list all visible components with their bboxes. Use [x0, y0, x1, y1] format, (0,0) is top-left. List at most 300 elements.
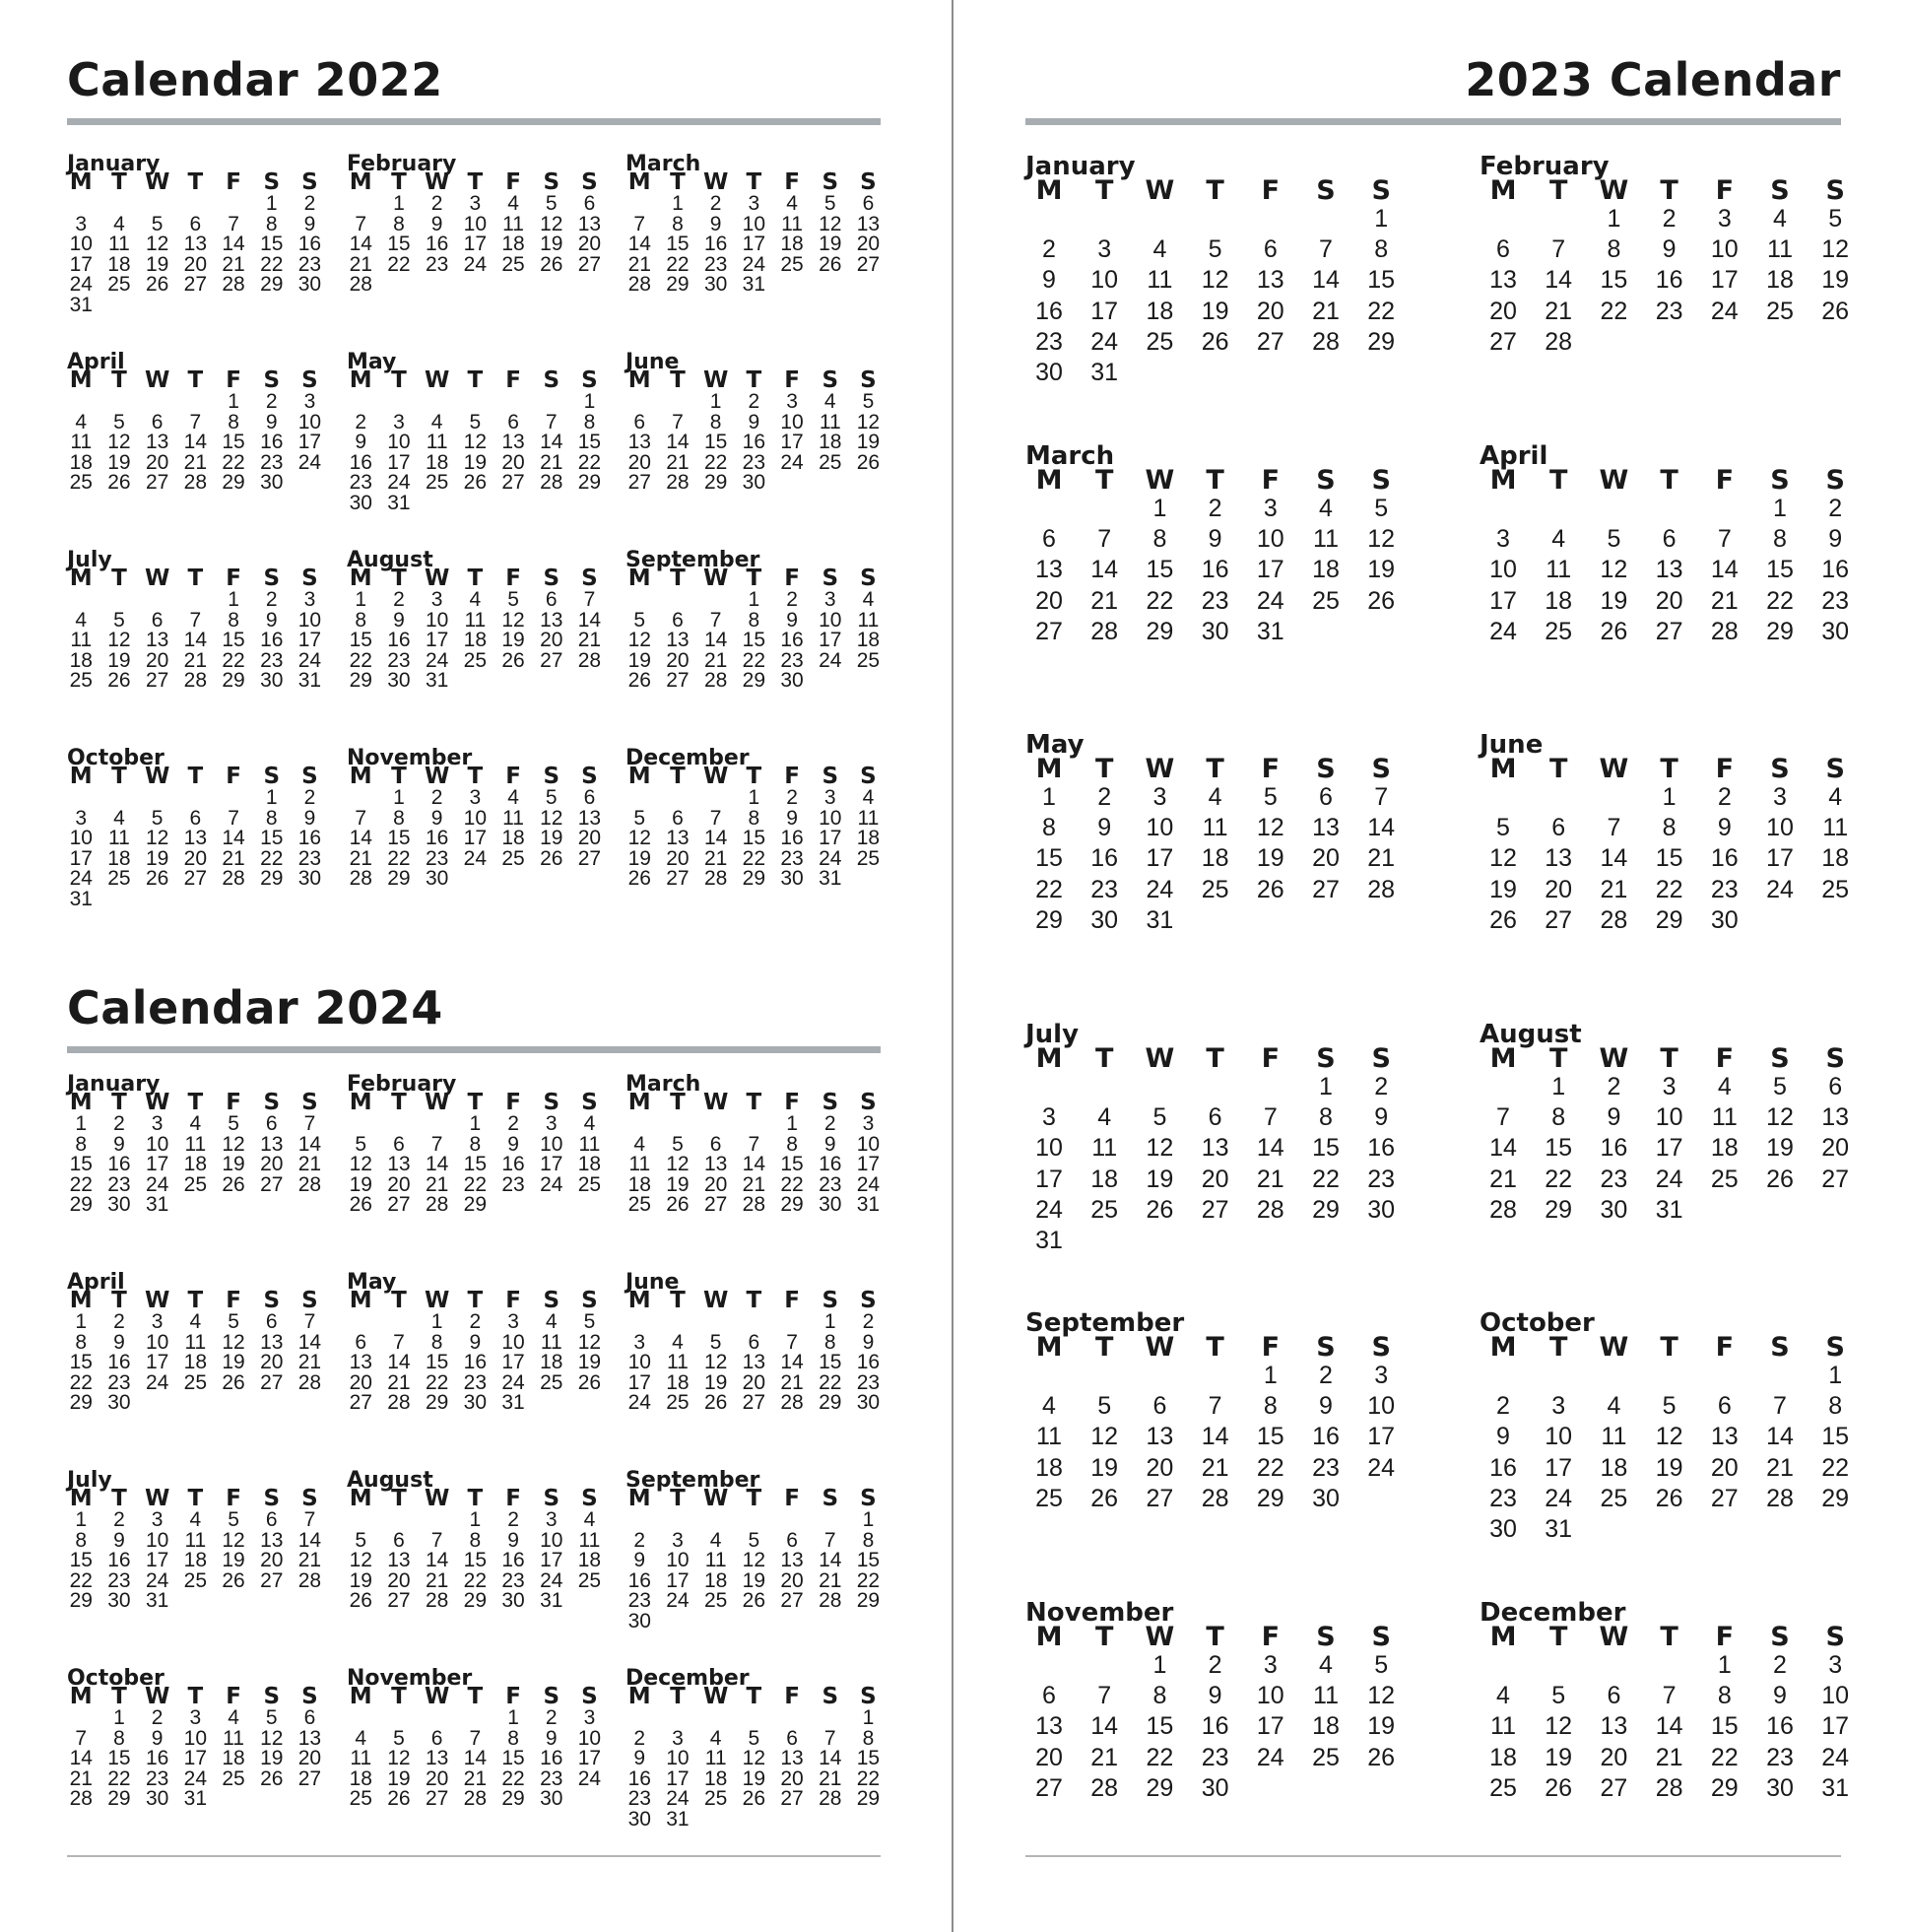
- weekday-header: F: [226, 1288, 241, 1313]
- day-cell: 21: [349, 846, 372, 870]
- day-cell: 15: [222, 629, 245, 652]
- day-cell: 22: [1035, 875, 1063, 903]
- day-cell: 20: [780, 1568, 804, 1592]
- day-cell: 10: [577, 1726, 602, 1750]
- day-cell: 13: [577, 806, 602, 830]
- weekday-header: S: [543, 367, 560, 393]
- weekday-header: F: [1261, 754, 1281, 784]
- day-cell: 18: [107, 846, 131, 870]
- day-cell: 5: [355, 1132, 367, 1156]
- day-cell: 26: [145, 273, 169, 297]
- day-cell: 2: [151, 1706, 164, 1729]
- weekday-header: S: [822, 1684, 839, 1709]
- day-cell: 27: [666, 867, 690, 891]
- day-cell: 10: [69, 827, 93, 850]
- day-cell: 12: [742, 1549, 766, 1572]
- day-cell: 25: [856, 648, 881, 672]
- day-cell: 5: [355, 1528, 367, 1552]
- day-cell: 18: [856, 629, 881, 652]
- weekday-header: S: [543, 566, 560, 591]
- weekday-header: S: [1316, 175, 1336, 206]
- day-cell: 29: [1821, 1484, 1850, 1512]
- day-cell: 27: [703, 1193, 728, 1217]
- day-cell: 11: [70, 629, 93, 652]
- day-cell: 27: [1710, 1484, 1739, 1512]
- day-cell: 14: [349, 827, 372, 850]
- day-cell: 30: [703, 273, 728, 297]
- day-cell: 15: [425, 1351, 449, 1374]
- day-cell: 7: [786, 1330, 798, 1354]
- day-cell: 24: [1545, 1484, 1573, 1512]
- day-cell: 22: [819, 1370, 842, 1394]
- day-cell: 1: [1042, 783, 1056, 811]
- weekday-header: M: [69, 1684, 93, 1709]
- day-cell: 15: [742, 629, 766, 652]
- day-cell: 21: [183, 648, 208, 672]
- day-cell: 14: [349, 233, 372, 256]
- day-cell: 2: [545, 1706, 558, 1729]
- weekday-header: S: [822, 566, 839, 591]
- day-cell: 24: [1256, 586, 1284, 615]
- weekday-header: T: [746, 1288, 762, 1313]
- day-cell: 7: [355, 806, 367, 830]
- day-cell: 31: [145, 1589, 169, 1613]
- day-cell: 28: [349, 867, 372, 891]
- day-cell: 2: [507, 1112, 519, 1135]
- weekday-header: S: [1371, 465, 1391, 496]
- weekday-header: W: [144, 1090, 170, 1115]
- weekday-header: M: [349, 566, 372, 591]
- day-cell: 11: [1490, 1712, 1516, 1741]
- month-name: August: [347, 548, 433, 572]
- day-cell: 3: [633, 1330, 646, 1354]
- day-cell: 6: [709, 1132, 722, 1156]
- day-cell: 5: [862, 390, 875, 413]
- day-cell: 28: [703, 669, 728, 693]
- day-cell: 27: [260, 1568, 284, 1592]
- day-cell: 8: [265, 212, 278, 235]
- day-cell: 20: [1201, 1165, 1229, 1193]
- month-name: July: [67, 548, 112, 572]
- day-cell: 22: [69, 1370, 93, 1394]
- day-cell: 19: [145, 252, 169, 276]
- day-cell: 2: [113, 1508, 125, 1531]
- day-cell: 1: [1773, 495, 1787, 522]
- day-cell: 7: [1374, 783, 1389, 811]
- day-cell: 21: [1256, 1165, 1284, 1193]
- day-cell: 3: [75, 806, 88, 830]
- weekday-header: S: [581, 367, 598, 393]
- day-cell: 4: [1496, 1682, 1510, 1710]
- day-cell: 3: [583, 1706, 596, 1729]
- weekday-header: S: [1316, 1043, 1336, 1074]
- day-cell: 1: [113, 1706, 125, 1729]
- day-cell: 23: [349, 471, 372, 495]
- day-cell: 24: [1655, 1165, 1683, 1193]
- day-cell: 13: [1600, 1712, 1628, 1741]
- day-cell: 12: [349, 1549, 372, 1572]
- day-cell: 28: [1489, 1195, 1517, 1224]
- day-cell: 11: [1601, 1423, 1627, 1451]
- left-page-bottom-rule: [67, 1855, 881, 1857]
- day-cell: 18: [1600, 1453, 1628, 1482]
- weekday-header: T: [391, 1090, 407, 1115]
- weekday-header: T: [111, 1684, 127, 1709]
- weekday-header: M: [627, 566, 651, 591]
- day-cell: 17: [1367, 1423, 1396, 1451]
- day-cell: 20: [297, 1747, 322, 1770]
- day-cell: 27: [501, 471, 525, 495]
- day-cell: 9: [393, 608, 405, 632]
- day-cell: 24: [1766, 875, 1794, 903]
- day-cell: 25: [577, 1568, 602, 1592]
- weekday-header: F: [784, 1486, 800, 1511]
- weekday-header: S: [860, 1288, 877, 1313]
- day-cell: 6: [189, 806, 202, 830]
- day-cell: 29: [260, 273, 284, 297]
- weekday-header: T: [391, 169, 407, 195]
- day-cell: 6: [151, 410, 164, 433]
- day-cell: 7: [1097, 1682, 1112, 1710]
- day-cell: 22: [666, 252, 690, 276]
- day-cell: 21: [780, 1370, 804, 1394]
- day-cell: 25: [1090, 1195, 1119, 1224]
- day-cell: 16: [260, 431, 284, 454]
- day-cell: 23: [387, 648, 411, 672]
- weekday-header: T: [1548, 1043, 1568, 1074]
- day-cell: 11: [1546, 556, 1572, 584]
- day-cell: 19: [1545, 1743, 1573, 1771]
- day-cell: 11: [1711, 1103, 1738, 1132]
- day-cell: 12: [222, 1528, 245, 1552]
- day-cell: 31: [540, 1589, 563, 1613]
- day-cell: 22: [260, 252, 284, 276]
- weekday-header: W: [144, 1684, 170, 1709]
- day-cell: 9: [113, 1132, 125, 1156]
- day-cell: 17: [1821, 1712, 1850, 1741]
- day-cell: 5: [583, 1310, 596, 1333]
- weekday-header: S: [263, 1684, 281, 1709]
- day-cell: 22: [780, 1172, 804, 1196]
- day-cell: 17: [1146, 844, 1174, 873]
- day-cell: 29: [260, 867, 284, 891]
- day-cell: 14: [297, 1132, 322, 1156]
- day-cell: 16: [297, 827, 322, 850]
- day-cell: 2: [1607, 1073, 1621, 1100]
- day-cell: 23: [856, 1370, 881, 1394]
- day-cell: 30: [742, 471, 766, 495]
- day-cell: 20: [145, 450, 169, 474]
- day-cell: 16: [107, 1153, 131, 1176]
- day-cell: 2: [633, 1528, 646, 1552]
- day-cell: 21: [1201, 1453, 1229, 1482]
- day-cell: 26: [540, 252, 563, 276]
- day-cell: 30: [1766, 1773, 1794, 1802]
- day-cell: 26: [1256, 875, 1284, 903]
- day-cell: 23: [107, 1568, 131, 1592]
- day-cell: 9: [748, 410, 760, 433]
- day-cell: 2: [303, 786, 316, 809]
- day-cell: 25: [1312, 1743, 1340, 1771]
- day-cell: 28: [463, 1787, 488, 1811]
- day-cell: 14: [1545, 266, 1573, 295]
- day-cell: 21: [666, 450, 690, 474]
- day-cell: 11: [502, 806, 524, 830]
- day-cell: 18: [703, 1568, 728, 1592]
- day-cell: 8: [507, 1726, 519, 1750]
- day-cell: 17: [1090, 297, 1119, 325]
- month-name: September: [625, 1468, 760, 1493]
- day-cell: 8: [75, 1132, 88, 1156]
- day-cell: 18: [1710, 1134, 1739, 1163]
- day-cell: 11: [704, 1747, 727, 1770]
- day-cell: 21: [1489, 1165, 1517, 1193]
- day-cell: 18: [1312, 556, 1340, 584]
- day-cell: 7: [303, 1310, 316, 1333]
- day-cell: 18: [703, 1766, 728, 1790]
- day-cell: 1: [672, 192, 684, 215]
- weekday-header: S: [1770, 1622, 1790, 1652]
- day-cell: 21: [222, 846, 245, 870]
- day-cell: 25: [666, 1391, 690, 1415]
- day-cell: 31: [666, 1808, 690, 1831]
- day-cell: 14: [1710, 556, 1739, 584]
- day-cell: 11: [108, 233, 130, 256]
- day-cell: 11: [578, 1528, 601, 1552]
- day-cell: 14: [297, 1528, 322, 1552]
- day-cell: 12: [856, 410, 881, 433]
- day-cell: 26: [1090, 1484, 1119, 1512]
- day-cell: 28: [1766, 1484, 1794, 1512]
- day-cell: 1: [75, 1508, 88, 1531]
- day-cell: 12: [540, 212, 563, 235]
- day-cell: 29: [463, 1193, 488, 1217]
- day-cell: 18: [1489, 1743, 1517, 1771]
- day-cell: 9: [1828, 525, 1843, 554]
- weekday-header: W: [702, 764, 729, 789]
- day-cell: 24: [501, 1370, 525, 1394]
- weekday-header: S: [543, 1288, 560, 1313]
- day-cell: 19: [1489, 875, 1517, 903]
- day-cell: 12: [1600, 556, 1628, 584]
- weekday-header: T: [187, 566, 204, 591]
- day-cell: 18: [666, 1370, 690, 1394]
- weekday-header: M: [1035, 1332, 1063, 1363]
- day-cell: 28: [1367, 875, 1396, 903]
- day-cell: 18: [1146, 297, 1174, 325]
- day-cell: 11: [184, 1132, 207, 1156]
- weekday-header: S: [1316, 754, 1336, 784]
- day-cell: 9: [1496, 1423, 1510, 1451]
- weekday-header: M: [1035, 1043, 1063, 1074]
- day-cell: 8: [265, 806, 278, 830]
- day-cell: 18: [1090, 1165, 1119, 1193]
- day-cell: 20: [425, 1766, 449, 1790]
- day-cell: 21: [819, 1766, 842, 1790]
- weekday-header: F: [1261, 1622, 1281, 1652]
- weekday-header: S: [263, 367, 281, 393]
- weekday-header: F: [226, 169, 241, 195]
- day-cell: 29: [666, 273, 690, 297]
- day-cell: 15: [222, 431, 245, 454]
- day-cell: 4: [469, 588, 482, 611]
- calendar-2023-title-rule: [1025, 118, 1841, 125]
- day-cell: 5: [1263, 783, 1278, 811]
- day-cell: 14: [222, 827, 245, 850]
- day-cell: 5: [748, 1528, 760, 1552]
- day-cell: 4: [189, 1112, 202, 1135]
- day-cell: 9: [823, 1132, 836, 1156]
- day-cell: 28: [540, 471, 563, 495]
- day-cell: 6: [862, 192, 875, 215]
- day-cell: 31: [501, 1391, 525, 1415]
- weekday-header: S: [581, 764, 598, 789]
- day-cell: 15: [819, 1351, 842, 1374]
- day-cell: 6: [265, 1508, 278, 1531]
- day-cell: 7: [189, 608, 202, 632]
- day-cell: 20: [577, 233, 602, 256]
- day-cell: 16: [1600, 1134, 1628, 1163]
- weekday-header: W: [1145, 465, 1175, 496]
- day-cell: 2: [1773, 1651, 1787, 1679]
- day-cell: 27: [1600, 1773, 1628, 1802]
- day-cell: 25: [222, 1766, 245, 1790]
- day-cell: 1: [228, 588, 239, 611]
- day-cell: 30: [1035, 359, 1063, 386]
- weekday-header: M: [349, 169, 372, 195]
- month-name: October: [67, 1666, 164, 1691]
- day-cell: 9: [113, 1528, 125, 1552]
- day-cell: 24: [297, 648, 322, 672]
- day-cell: 21: [297, 1351, 322, 1374]
- day-cell: 16: [819, 1153, 842, 1176]
- day-cell: 25: [501, 846, 525, 870]
- weekday-header: F: [505, 169, 521, 195]
- weekday-header: T: [467, 566, 484, 591]
- day-cell: 27: [183, 867, 208, 891]
- day-cell: 2: [430, 786, 443, 809]
- weekday-header: F: [226, 1090, 241, 1115]
- weekday-header: W: [702, 1486, 729, 1511]
- day-cell: 20: [1545, 875, 1573, 903]
- day-cell: 20: [1710, 1453, 1739, 1482]
- day-cell: 13: [1312, 814, 1340, 842]
- weekday-header: T: [746, 566, 762, 591]
- day-cell: 1: [862, 1508, 875, 1531]
- day-cell: 23: [1312, 1453, 1340, 1482]
- day-cell: 9: [151, 1726, 164, 1750]
- day-cell: 19: [1766, 1134, 1794, 1163]
- day-cell: 25: [819, 450, 842, 474]
- day-cell: 17: [1256, 1712, 1284, 1741]
- weekday-header: S: [860, 1486, 877, 1511]
- day-cell: 18: [1766, 266, 1794, 295]
- day-cell: 23: [425, 846, 449, 870]
- day-cell: 5: [113, 608, 125, 632]
- day-cell: 19: [666, 1172, 690, 1196]
- day-cell: 13: [387, 1549, 411, 1572]
- day-cell: 3: [1042, 1103, 1056, 1132]
- day-cell: 5: [1208, 235, 1222, 264]
- day-cell: 4: [672, 1330, 684, 1354]
- weekday-header: S: [1825, 1332, 1845, 1363]
- day-cell: 30: [1201, 1773, 1229, 1802]
- weekday-header: T: [391, 566, 407, 591]
- day-cell: 4: [1551, 525, 1566, 554]
- day-cell: 15: [463, 1549, 488, 1572]
- day-cell: 21: [577, 629, 602, 652]
- day-cell: 7: [469, 1726, 482, 1750]
- day-cell: 14: [1489, 1134, 1517, 1163]
- day-cell: 28: [666, 471, 690, 495]
- weekday-header: S: [860, 566, 877, 591]
- day-cell: 13: [260, 1330, 284, 1354]
- day-cell: 13: [260, 1132, 284, 1156]
- day-cell: 30: [819, 1193, 842, 1217]
- day-cell: 28: [819, 1787, 842, 1811]
- day-cell: 7: [1097, 525, 1112, 554]
- day-cell: 30: [145, 1787, 169, 1811]
- day-cell: 22: [69, 1172, 93, 1196]
- day-cell: 6: [633, 410, 646, 433]
- day-cell: 12: [577, 1330, 602, 1354]
- day-cell: 6: [1662, 525, 1677, 554]
- day-cell: 30: [297, 273, 322, 297]
- day-cell: 25: [1489, 1773, 1517, 1802]
- day-cell: 15: [260, 827, 284, 850]
- day-cell: 28: [1545, 327, 1573, 356]
- day-cell: 19: [540, 233, 563, 256]
- day-cell: 23: [819, 1172, 842, 1196]
- day-cell: 15: [260, 233, 284, 256]
- day-cell: 22: [387, 846, 411, 870]
- weekday-header: T: [1660, 1332, 1678, 1363]
- day-cell: 27: [577, 846, 602, 870]
- day-cell: 2: [265, 390, 278, 413]
- day-cell: 12: [107, 431, 131, 454]
- day-cell: 26: [222, 1370, 245, 1394]
- weekday-header: T: [111, 566, 127, 591]
- day-cell: 26: [1655, 1484, 1683, 1512]
- day-cell: 22: [1600, 297, 1628, 325]
- day-cell: 22: [387, 252, 411, 276]
- day-cell: 15: [1367, 266, 1396, 295]
- day-cell: 8: [1607, 235, 1621, 264]
- day-cell: 11: [502, 212, 524, 235]
- day-cell: 16: [501, 1153, 525, 1176]
- day-cell: 24: [145, 1568, 169, 1592]
- day-cell: 5: [545, 192, 558, 215]
- day-cell: 7: [393, 1330, 405, 1354]
- month-name: November: [347, 1666, 473, 1691]
- day-cell: 31: [1545, 1515, 1573, 1543]
- day-cell: 27: [1201, 1195, 1229, 1224]
- day-cell: 30: [1821, 617, 1850, 645]
- day-cell: 11: [540, 1330, 562, 1354]
- day-cell: 13: [183, 827, 208, 850]
- day-cell: 13: [349, 1351, 372, 1374]
- day-cell: 7: [430, 1528, 443, 1552]
- day-cell: 23: [107, 1172, 131, 1196]
- day-cell: 6: [1319, 783, 1333, 811]
- weekday-header: S: [543, 169, 560, 195]
- day-cell: 16: [1201, 556, 1229, 584]
- day-cell: 19: [107, 648, 131, 672]
- weekday-header: T: [111, 169, 127, 195]
- day-cell: 5: [1374, 1651, 1389, 1679]
- day-cell: 2: [113, 1310, 125, 1333]
- day-cell: 26: [703, 1391, 728, 1415]
